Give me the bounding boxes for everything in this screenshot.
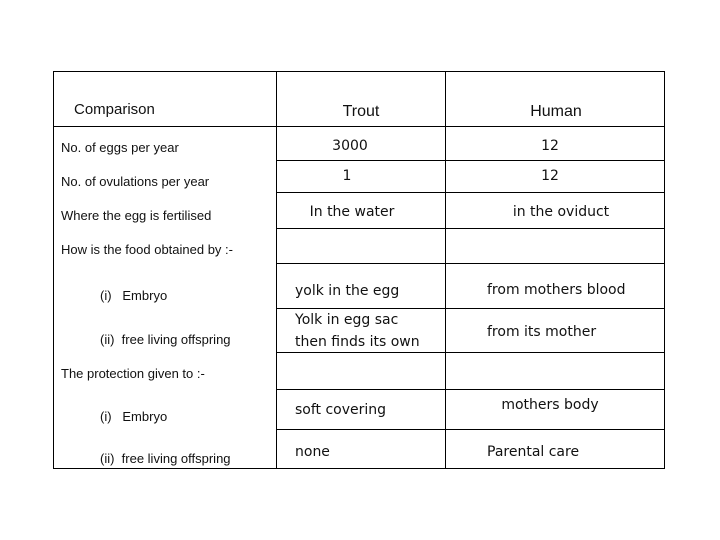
header-divider (53, 126, 665, 127)
human-prot-offspring: Parental care (487, 444, 580, 460)
table-border-bottom (53, 468, 665, 469)
row-label-food-offspring: (ii) free living offspring (100, 332, 231, 347)
human-fertilised: in the oviduct (512, 204, 610, 220)
row-divider-protection-header (276, 389, 665, 390)
row-divider-eggs (276, 160, 665, 161)
table-border-top (53, 71, 665, 72)
human-eggs: 12 (541, 138, 559, 154)
human-ovulations: 12 (541, 168, 559, 184)
row-label-food-embryo: (i) Embryo (100, 288, 168, 303)
trout-prot-embryo: soft covering (295, 402, 387, 418)
header-trout: Trout (342, 103, 380, 120)
human-food-offspring: from its mother (487, 324, 597, 340)
column-divider-2 (445, 71, 446, 469)
trout-fertilised: In the water (309, 204, 395, 220)
row-divider-prot-embryo (276, 429, 665, 430)
row-label-prot-embryo: (i) Embryo (100, 409, 168, 424)
table-border-right (664, 71, 665, 469)
trout-eggs: 3000 (332, 138, 368, 154)
row-divider-ovulations (276, 192, 665, 193)
trout-food-offspring-line1: Yolk in egg sac (295, 312, 399, 328)
row-label-ovulations: No. of ovulations per year (61, 174, 210, 189)
trout-food-embryo: yolk in the egg (295, 283, 400, 299)
trout-food-offspring-line2: then finds its own (295, 334, 420, 350)
row-divider-fertilised (276, 228, 665, 229)
row-label-prot-offspring: (ii) free living offspring (100, 451, 231, 466)
human-food-embryo: from mothers blood (487, 282, 626, 298)
row-divider-food-embryo (276, 308, 665, 309)
header-human: Human (530, 103, 582, 120)
section-label-protection: The protection given to :- (61, 366, 205, 381)
row-divider-food-header (276, 263, 665, 264)
trout-prot-offspring: none (295, 444, 330, 460)
row-label-eggs: No. of eggs per year (61, 140, 179, 155)
column-divider-1 (276, 71, 277, 469)
header-comparison: Comparison (74, 101, 155, 118)
row-label-fertilised: Where the egg is fertilised (61, 208, 212, 223)
trout-ovulations: 1 (342, 168, 352, 184)
section-label-food: How is the food obtained by :- (61, 242, 233, 257)
table-border-left (53, 71, 54, 469)
human-prot-embryo: mothers body (501, 397, 599, 413)
row-divider-food-offspring (276, 352, 665, 353)
